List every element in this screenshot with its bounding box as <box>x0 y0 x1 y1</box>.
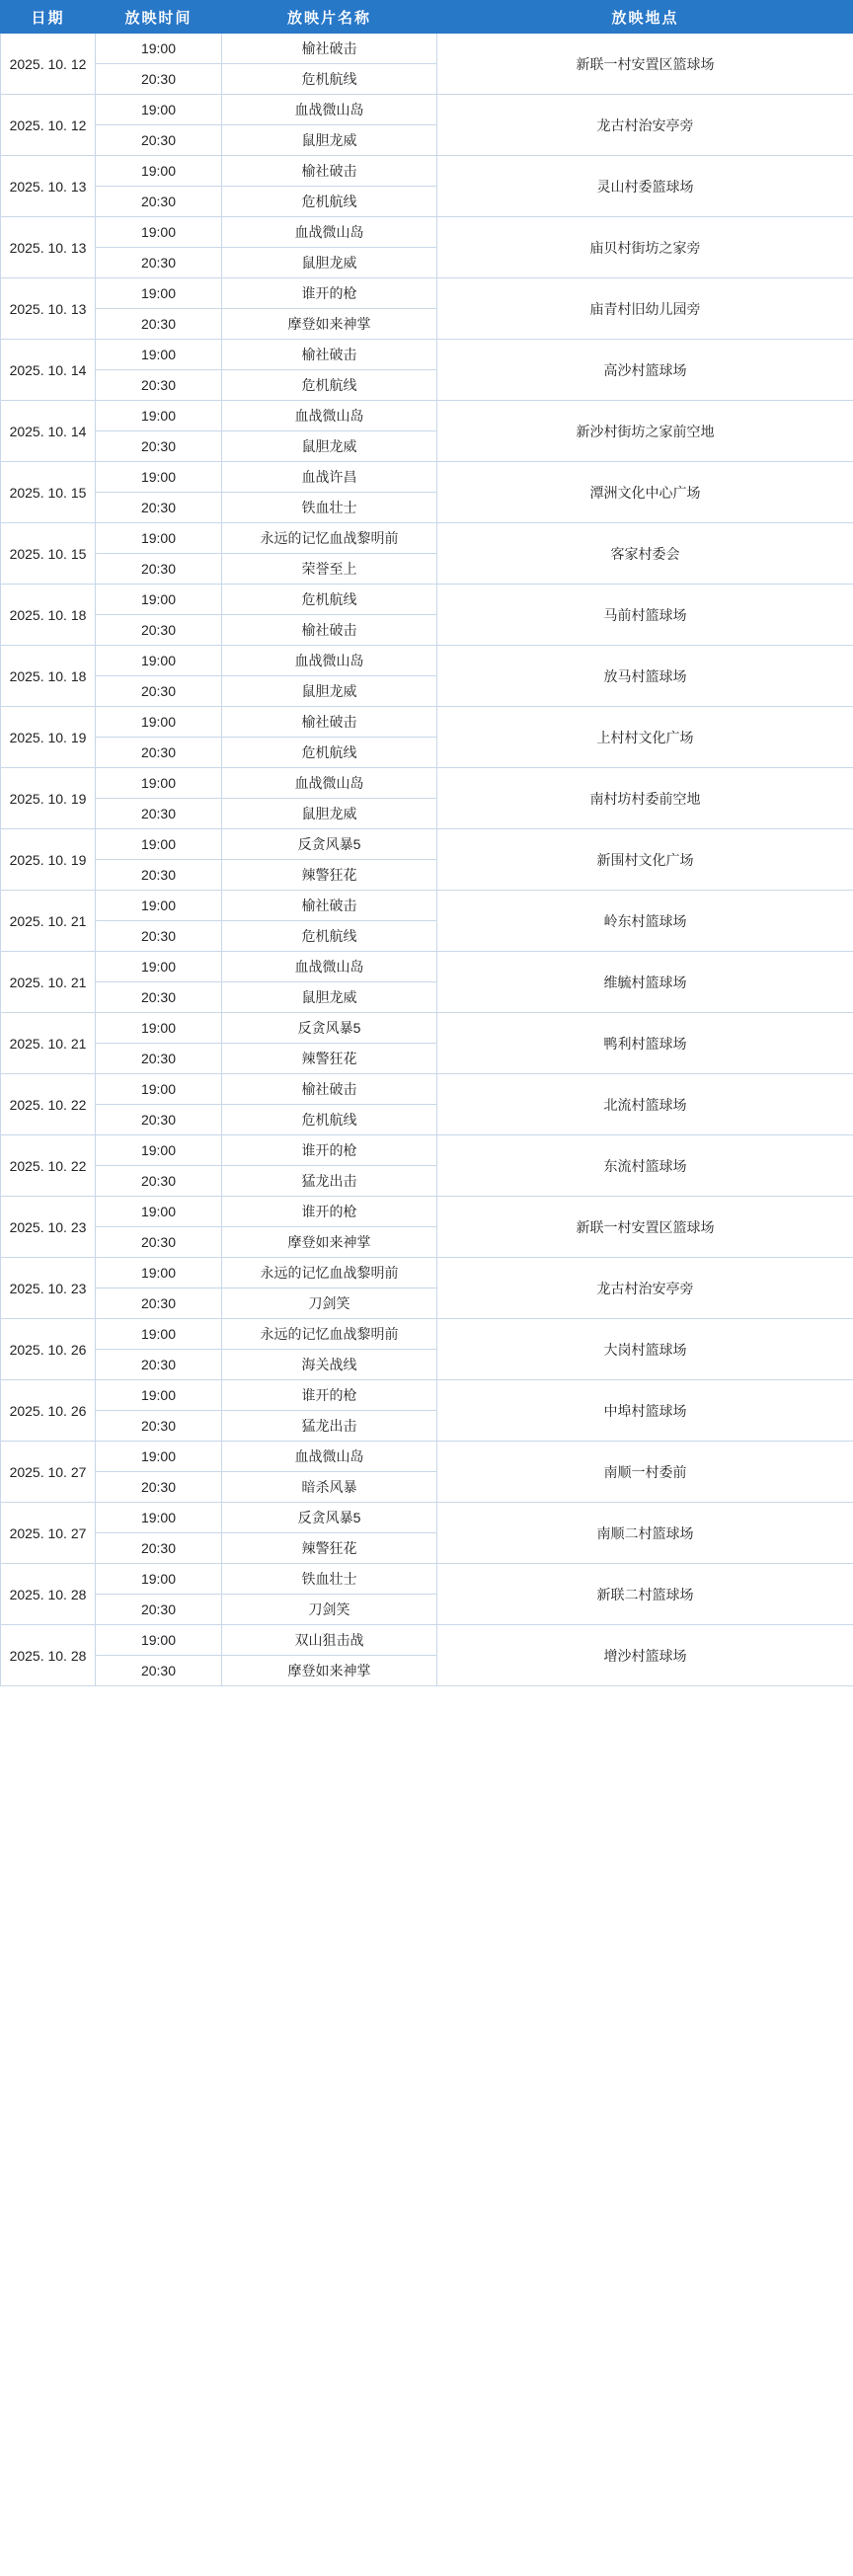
film-title: 谁开的枪 <box>222 278 437 309</box>
screening-date: 2025. 10. 22 <box>1 1074 96 1135</box>
film-title: 榆社破击 <box>222 891 437 921</box>
table-row <box>1 340 853 370</box>
film-title: 摩登如来神掌 <box>222 309 437 340</box>
table-row <box>1 1442 853 1472</box>
screening-time: 20:30 <box>96 921 222 952</box>
screening-location: 客家村委会 <box>437 523 853 585</box>
film-title: 荣誉至上 <box>222 554 437 585</box>
table-row <box>1 1319 853 1350</box>
film-title: 危机航线 <box>222 370 437 401</box>
screening-date: 2025. 10. 26 <box>1 1380 96 1442</box>
screening-date: 2025. 10. 22 <box>1 1135 96 1197</box>
screening-date: 2025. 10. 21 <box>1 1013 96 1074</box>
screening-time: 20:30 <box>96 1350 222 1380</box>
table-row <box>1 768 853 799</box>
table-row <box>1 462 853 493</box>
screening-time: 19:00 <box>96 1258 222 1288</box>
screening-date: 2025. 10. 19 <box>1 768 96 829</box>
table-row <box>1 1074 853 1105</box>
screening-time: 19:00 <box>96 1197 222 1227</box>
film-title: 榆社破击 <box>222 707 437 738</box>
film-title: 鼠胆龙威 <box>222 431 437 462</box>
film-title: 海关战线 <box>222 1350 437 1380</box>
screening-time: 19:00 <box>96 1380 222 1411</box>
screening-time: 20:30 <box>96 1472 222 1503</box>
film-title: 永远的记忆血战黎明前 <box>222 523 437 554</box>
screening-time: 19:00 <box>96 1564 222 1595</box>
column-header-date: 日期 <box>1 1 96 34</box>
screening-time: 19:00 <box>96 217 222 248</box>
screening-time: 19:00 <box>96 523 222 554</box>
screening-time: 19:00 <box>96 340 222 370</box>
screening-date: 2025. 10. 19 <box>1 707 96 768</box>
screening-time: 19:00 <box>96 646 222 676</box>
screening-time: 20:30 <box>96 982 222 1013</box>
screening-date: 2025. 10. 21 <box>1 891 96 952</box>
screening-location: 鸭利村篮球场 <box>437 1013 853 1074</box>
screening-location: 高沙村篮球场 <box>437 340 853 401</box>
screening-time: 20:30 <box>96 64 222 95</box>
table-row <box>1 95 853 125</box>
screening-date: 2025. 10. 18 <box>1 646 96 707</box>
screening-date: 2025. 10. 13 <box>1 278 96 340</box>
screening-location: 南村坊村委前空地 <box>437 768 853 829</box>
screening-location: 潭洲文化中心广场 <box>437 462 853 523</box>
table-row <box>1 1625 853 1656</box>
film-title: 谁开的枪 <box>222 1135 437 1166</box>
film-title: 鼠胆龙威 <box>222 125 437 156</box>
screening-time: 20:30 <box>96 615 222 646</box>
film-title: 鼠胆龙威 <box>222 676 437 707</box>
film-title: 鼠胆龙威 <box>222 982 437 1013</box>
screening-time: 20:30 <box>96 187 222 217</box>
film-title: 危机航线 <box>222 921 437 952</box>
screening-date: 2025. 10. 23 <box>1 1197 96 1258</box>
table-row <box>1 34 853 64</box>
film-title: 危机航线 <box>222 585 437 615</box>
film-title: 猛龙出击 <box>222 1166 437 1197</box>
screening-time: 19:00 <box>96 95 222 125</box>
table-row <box>1 891 853 921</box>
table-row <box>1 952 853 982</box>
screening-location: 新联一村安置区篮球场 <box>437 34 853 95</box>
screening-location: 北流村篮球场 <box>437 1074 853 1135</box>
screening-date: 2025. 10. 13 <box>1 156 96 217</box>
film-title: 永远的记忆血战黎明前 <box>222 1258 437 1288</box>
table-row <box>1 1503 853 1533</box>
screening-location: 中埠村篮球场 <box>437 1380 853 1442</box>
screening-location: 新联二村篮球场 <box>437 1564 853 1625</box>
screening-time: 20:30 <box>96 1166 222 1197</box>
film-title: 暗杀风暴 <box>222 1472 437 1503</box>
screening-location: 东流村篮球场 <box>437 1135 853 1197</box>
screening-date: 2025. 10. 13 <box>1 217 96 278</box>
screening-date: 2025. 10. 21 <box>1 952 96 1013</box>
film-title: 反贪风暴5 <box>222 1503 437 1533</box>
film-title: 血战微山岛 <box>222 952 437 982</box>
screening-location: 放马村篮球场 <box>437 646 853 707</box>
table-row <box>1 829 853 860</box>
table-header <box>1 1 853 34</box>
screening-location: 新围村文化广场 <box>437 829 853 891</box>
screening-time: 19:00 <box>96 768 222 799</box>
film-title: 血战微山岛 <box>222 401 437 431</box>
screening-time: 19:00 <box>96 1319 222 1350</box>
screening-time: 20:30 <box>96 1656 222 1686</box>
screening-time: 19:00 <box>96 952 222 982</box>
screening-date: 2025. 10. 18 <box>1 585 96 646</box>
screening-time: 19:00 <box>96 707 222 738</box>
screening-time: 19:00 <box>96 891 222 921</box>
table-row <box>1 646 853 676</box>
screening-date: 2025. 10. 15 <box>1 462 96 523</box>
film-title: 血战许昌 <box>222 462 437 493</box>
film-title: 危机航线 <box>222 64 437 95</box>
screening-time: 19:00 <box>96 156 222 187</box>
film-title: 双山狙击战 <box>222 1625 437 1656</box>
screening-location: 增沙村篮球场 <box>437 1625 853 1686</box>
screening-location: 南顺二村篮球场 <box>437 1503 853 1564</box>
column-header-time: 放映时间 <box>96 1 222 34</box>
screening-time: 19:00 <box>96 1503 222 1533</box>
column-header-place: 放映地点 <box>437 1 853 34</box>
table-row <box>1 401 853 431</box>
table-row <box>1 1197 853 1227</box>
table-row <box>1 1564 853 1595</box>
film-title: 危机航线 <box>222 187 437 217</box>
film-title: 谁开的枪 <box>222 1380 437 1411</box>
film-title: 摩登如来神掌 <box>222 1227 437 1258</box>
screening-date: 2025. 10. 27 <box>1 1503 96 1564</box>
screening-location: 新沙村街坊之家前空地 <box>437 401 853 462</box>
screening-time: 19:00 <box>96 401 222 431</box>
screening-time: 20:30 <box>96 1044 222 1074</box>
screening-date: 2025. 10. 28 <box>1 1564 96 1625</box>
screening-location: 龙古村治安亭旁 <box>437 1258 853 1319</box>
film-title: 摩登如来神掌 <box>222 1656 437 1686</box>
screening-location: 龙古村治安亭旁 <box>437 95 853 156</box>
film-title: 永远的记忆血战黎明前 <box>222 1319 437 1350</box>
table-row <box>1 1135 853 1166</box>
table-body <box>1 34 853 1686</box>
film-title: 榆社破击 <box>222 1074 437 1105</box>
film-title: 反贪风暴5 <box>222 829 437 860</box>
screening-date: 2025. 10. 12 <box>1 95 96 156</box>
screening-time: 20:30 <box>96 370 222 401</box>
screening-time: 20:30 <box>96 1533 222 1564</box>
table-row <box>1 585 853 615</box>
film-title: 谁开的枪 <box>222 1197 437 1227</box>
film-title: 危机航线 <box>222 1105 437 1135</box>
screening-date: 2025. 10. 15 <box>1 523 96 585</box>
screening-time: 19:00 <box>96 1074 222 1105</box>
film-title: 血战微山岛 <box>222 217 437 248</box>
table-row <box>1 1258 853 1288</box>
screening-location: 庙青村旧幼儿园旁 <box>437 278 853 340</box>
screening-location: 新联一村安置区篮球场 <box>437 1197 853 1258</box>
screening-time: 19:00 <box>96 829 222 860</box>
screening-time: 20:30 <box>96 1288 222 1319</box>
screening-time: 20:30 <box>96 799 222 829</box>
screening-date: 2025. 10. 27 <box>1 1442 96 1503</box>
screening-time: 20:30 <box>96 554 222 585</box>
table-row <box>1 1380 853 1411</box>
film-title: 榆社破击 <box>222 156 437 187</box>
film-title: 血战微山岛 <box>222 768 437 799</box>
screening-time: 20:30 <box>96 309 222 340</box>
screening-location: 岭东村篮球场 <box>437 891 853 952</box>
column-header-film: 放映片名称 <box>222 1 437 34</box>
screening-date: 2025. 10. 28 <box>1 1625 96 1686</box>
screening-time: 20:30 <box>96 1227 222 1258</box>
screening-date: 2025. 10. 23 <box>1 1258 96 1319</box>
film-title: 榆社破击 <box>222 615 437 646</box>
screening-date: 2025. 10. 14 <box>1 340 96 401</box>
table-row <box>1 156 853 187</box>
film-title: 鼠胆龙威 <box>222 248 437 278</box>
screening-time: 20:30 <box>96 1595 222 1625</box>
film-title: 辣警狂花 <box>222 1044 437 1074</box>
film-title: 榆社破击 <box>222 340 437 370</box>
film-title: 危机航线 <box>222 738 437 768</box>
screening-time: 19:00 <box>96 585 222 615</box>
screening-time: 20:30 <box>96 431 222 462</box>
screening-time: 19:00 <box>96 34 222 64</box>
film-title: 血战微山岛 <box>222 1442 437 1472</box>
screening-time: 20:30 <box>96 1105 222 1135</box>
table-header-row <box>1 1 853 34</box>
screening-time: 19:00 <box>96 462 222 493</box>
screening-location: 维毓村篮球场 <box>437 952 853 1013</box>
screening-location: 庙贝村街坊之家旁 <box>437 217 853 278</box>
screening-location: 南顺一村委前 <box>437 1442 853 1503</box>
film-title: 辣警狂花 <box>222 860 437 891</box>
table-row <box>1 523 853 554</box>
film-title: 辣警狂花 <box>222 1533 437 1564</box>
film-title: 鼠胆龙威 <box>222 799 437 829</box>
screening-date: 2025. 10. 14 <box>1 401 96 462</box>
table-row <box>1 707 853 738</box>
film-title: 榆社破击 <box>222 34 437 64</box>
screening-location: 灵山村委篮球场 <box>437 156 853 217</box>
screening-time: 20:30 <box>96 860 222 891</box>
screening-time: 19:00 <box>96 1442 222 1472</box>
film-title: 血战微山岛 <box>222 95 437 125</box>
film-title: 刀剑笑 <box>222 1595 437 1625</box>
screening-date: 2025. 10. 12 <box>1 34 96 95</box>
screening-time: 19:00 <box>96 1135 222 1166</box>
screening-time: 19:00 <box>96 1013 222 1044</box>
screening-time: 20:30 <box>96 1411 222 1442</box>
screening-time: 20:30 <box>96 738 222 768</box>
film-title: 铁血壮士 <box>222 493 437 523</box>
film-title: 刀剑笑 <box>222 1288 437 1319</box>
screening-time: 19:00 <box>96 278 222 309</box>
screening-time: 20:30 <box>96 676 222 707</box>
screening-location: 马前村篮球场 <box>437 585 853 646</box>
table-row <box>1 278 853 309</box>
film-title: 血战微山岛 <box>222 646 437 676</box>
screening-time: 20:30 <box>96 493 222 523</box>
screening-date: 2025. 10. 26 <box>1 1319 96 1380</box>
film-title: 反贪风暴5 <box>222 1013 437 1044</box>
screening-location: 大岗村篮球场 <box>437 1319 853 1380</box>
screening-location: 上村村文化广场 <box>437 707 853 768</box>
screening-time: 19:00 <box>96 1625 222 1656</box>
table-row <box>1 217 853 248</box>
film-title: 铁血壮士 <box>222 1564 437 1595</box>
film-title: 猛龙出击 <box>222 1411 437 1442</box>
table-row <box>1 1013 853 1044</box>
screening-time: 20:30 <box>96 125 222 156</box>
screening-time: 20:30 <box>96 248 222 278</box>
screening-date: 2025. 10. 19 <box>1 829 96 891</box>
